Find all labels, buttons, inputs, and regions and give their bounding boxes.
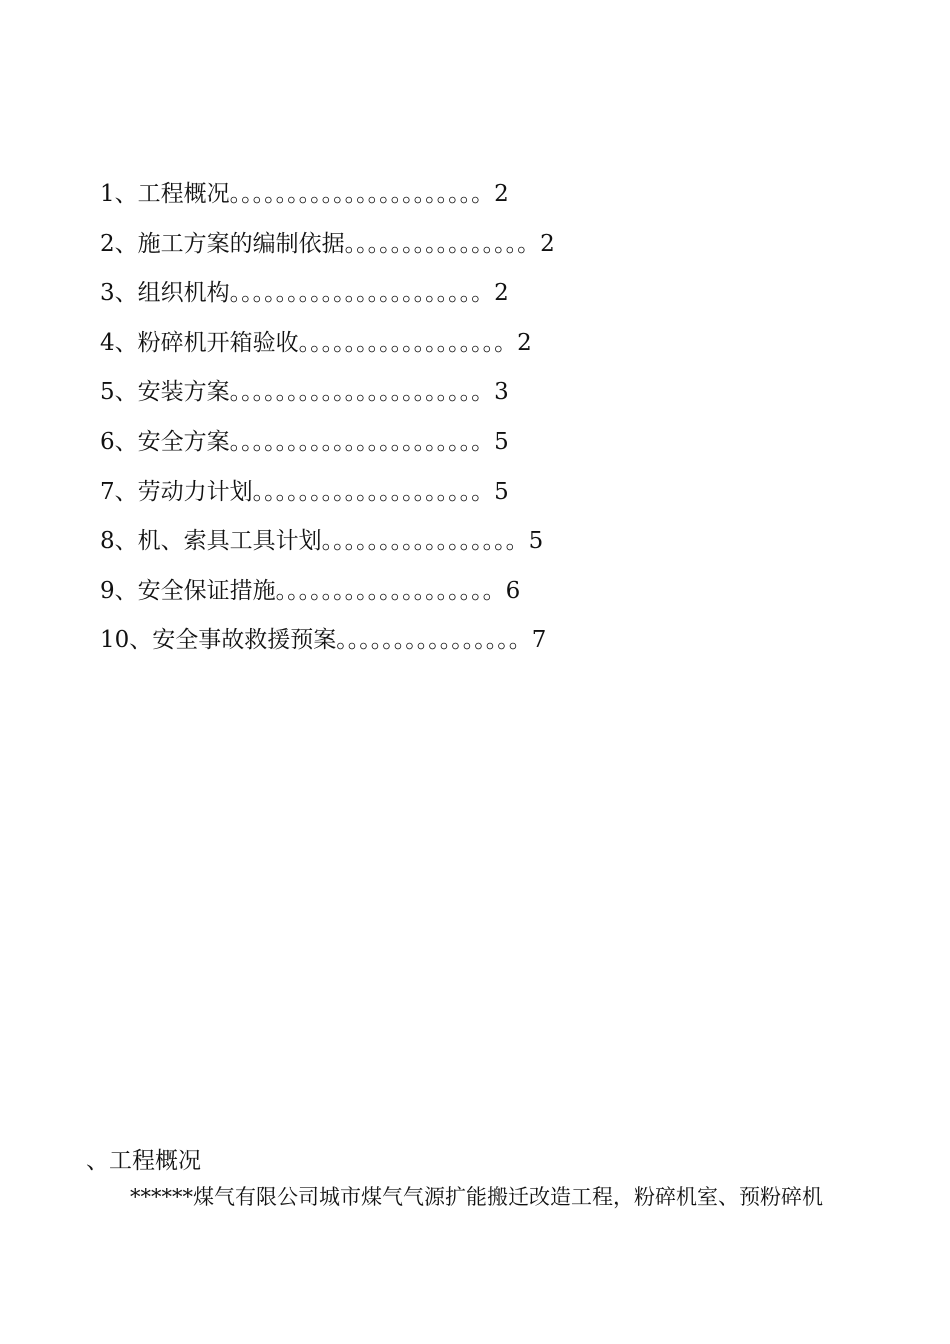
toc-entry[interactable]: 1、工程概况。。。。。。。。。。。。。。。。。。。。。。2 — [100, 181, 509, 207]
table-of-contents — [100, 172, 800, 668]
toc-entry[interactable]: 6、安全方案。。。。。。。。。。。。。。。。。。。。。。5 — [100, 428, 509, 455]
toc-entry[interactable]: 2、施工方案的编制依据。。。。。。。。。。。。。。。。2 — [100, 230, 555, 257]
toc-entry[interactable]: 4、粉碎机开箱验收。。。。。。。。。。。。。。。。。。2 — [100, 329, 532, 356]
toc-entry[interactable]: 9、安全保证措施。。。。。。。。。。。。。。。。。。。6 — [100, 577, 521, 604]
section-paragraph: ******煤气有限公司城市煤气气源扩能搬迁改造工程，粉碎机室、预粉碎机 — [130, 1185, 823, 1209]
toc-entry[interactable]: 3、组织机构。。。。。。。。。。。。。。。。。。。。。。2 — [100, 280, 509, 307]
toc-entry[interactable]: 8、机、索具工具计划。。。。。。。。。。。。。。。。。5 — [100, 528, 544, 555]
toc-entry[interactable]: 10、安全事故救援预案。。。。。。。。。。。。。。。。7 — [100, 627, 547, 654]
section-heading: 、工程概况 — [86, 1148, 201, 1174]
toc-entry[interactable]: 5、安装方案。。。。。。。。。。。。。。。。。。。。。。3 — [100, 379, 509, 406]
toc-entry[interactable]: 7、劳动力计划。。。。。。。。。。。。。。。。。。。。5 — [100, 478, 509, 505]
